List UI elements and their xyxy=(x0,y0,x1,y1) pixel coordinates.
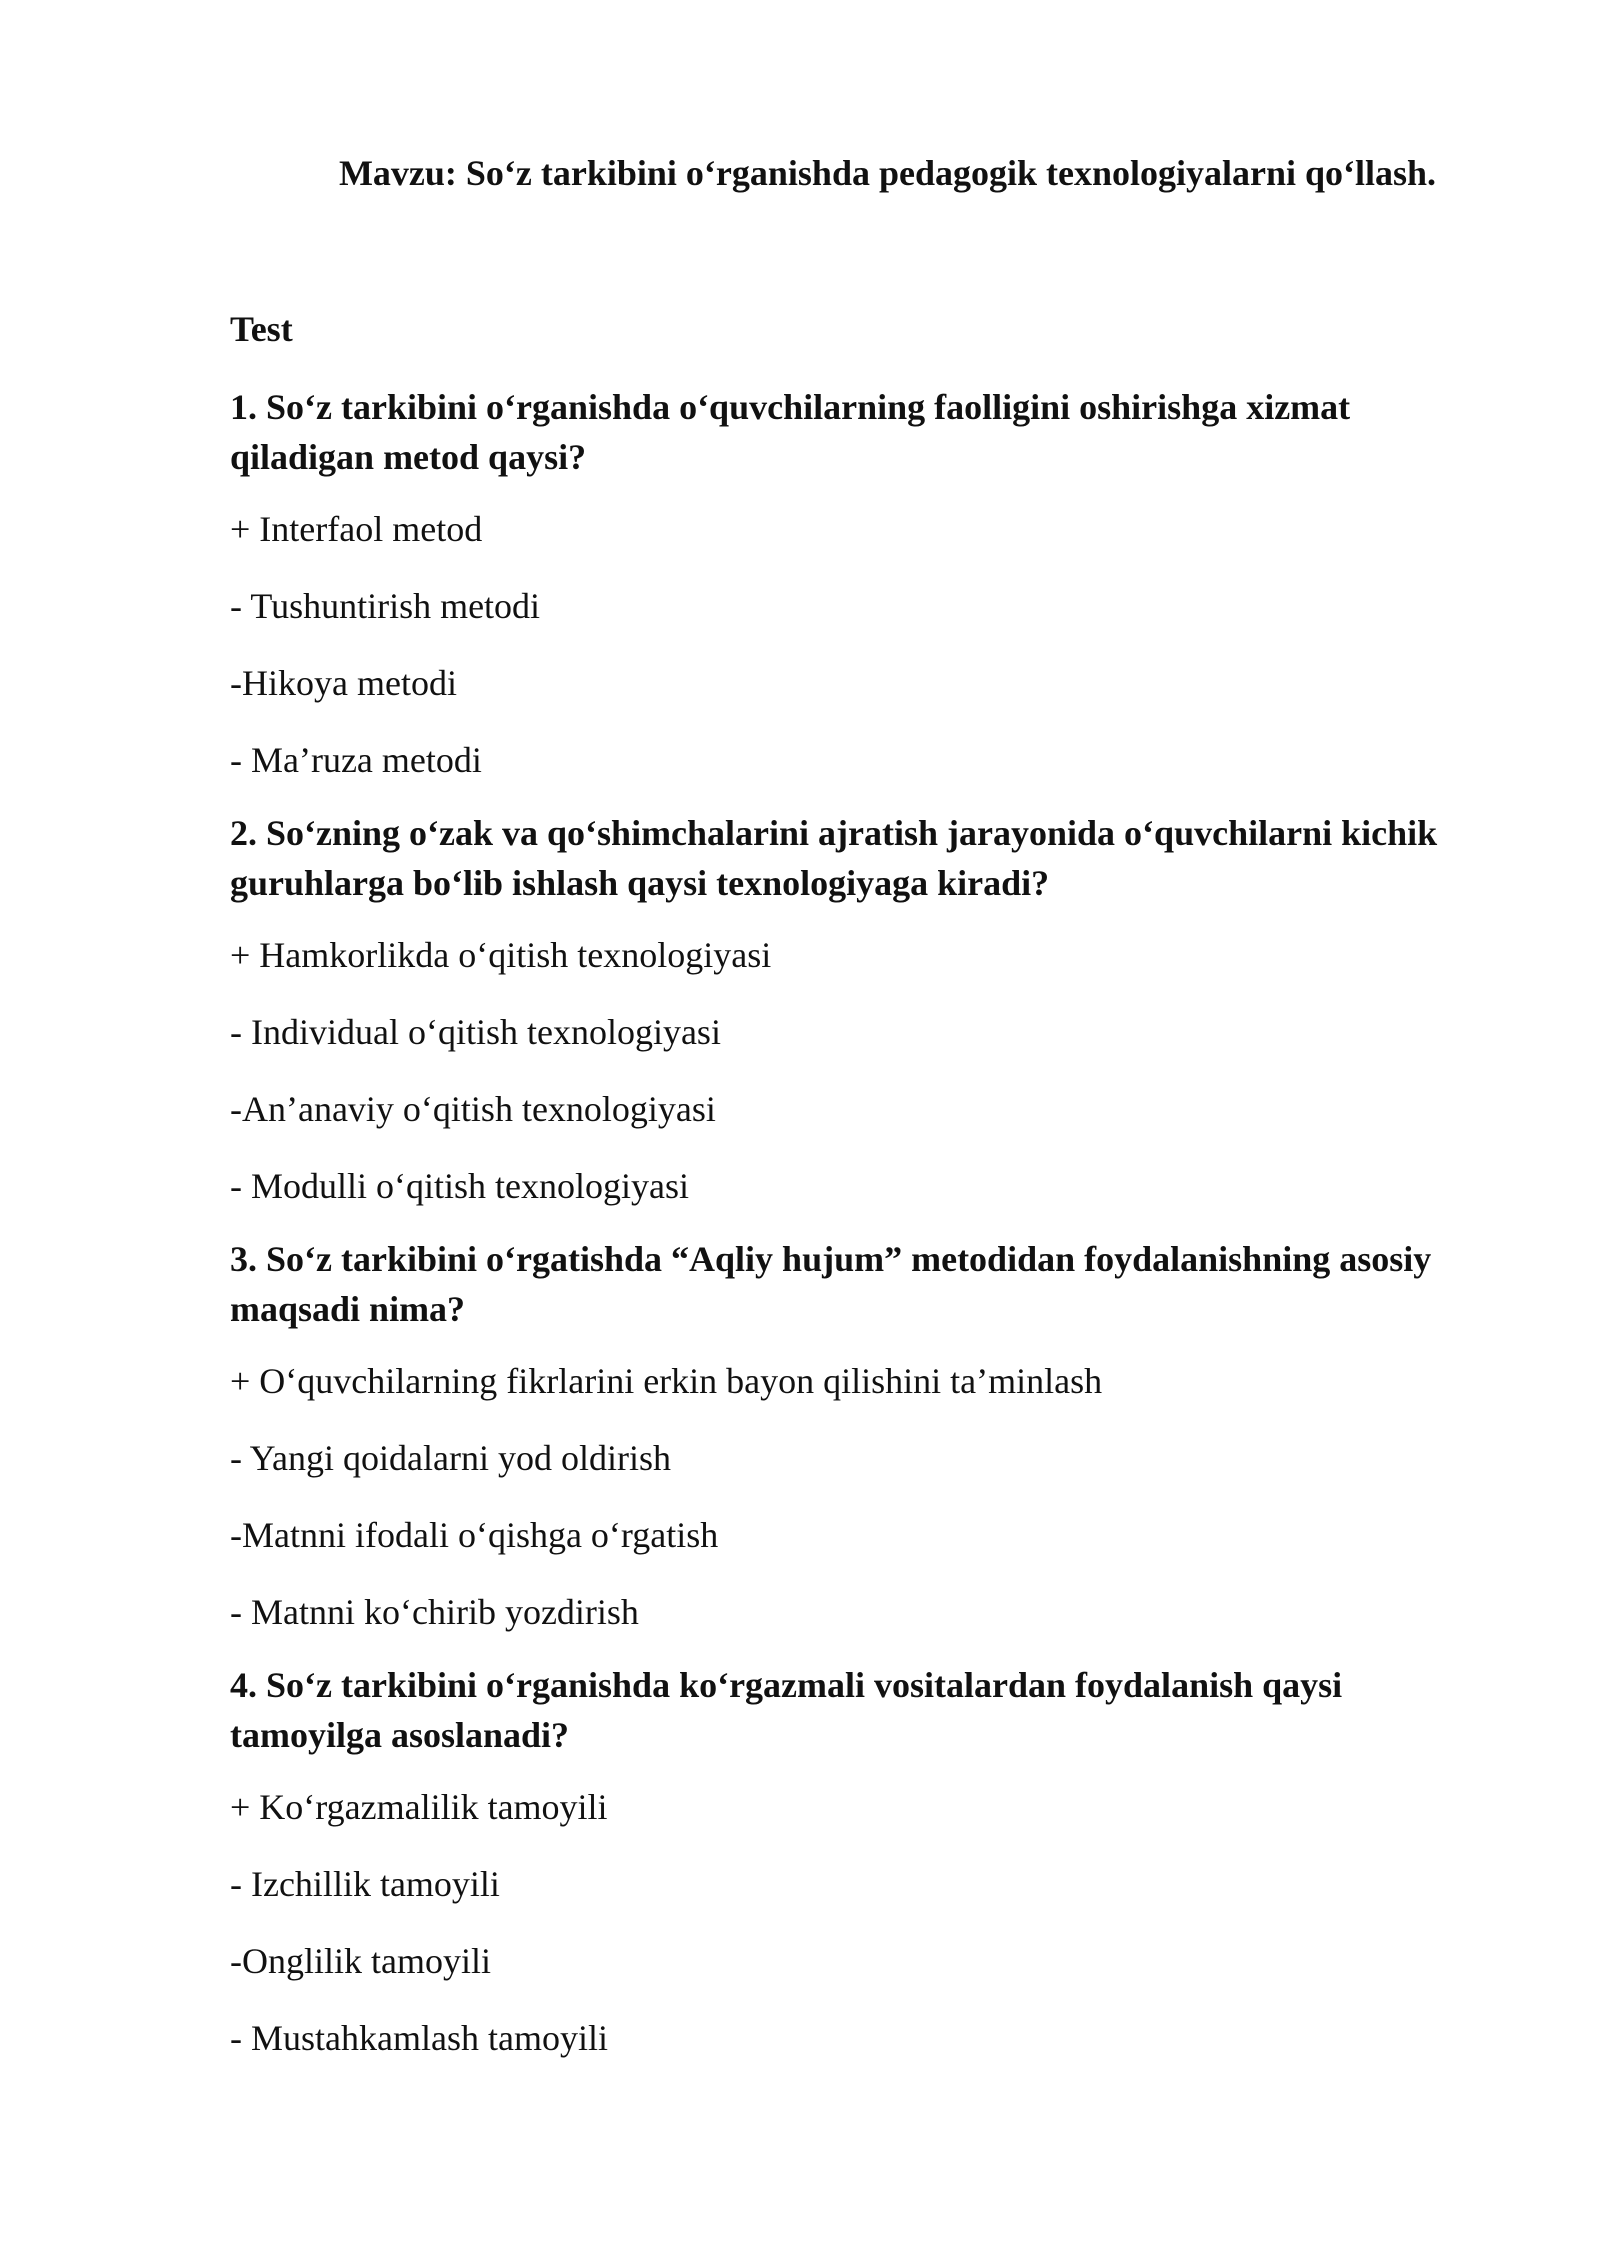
answer-option: + Hamkorlikda o‘qitish texnologiyasi xyxy=(230,935,772,975)
answer-list xyxy=(230,506,1500,783)
answer-option: -Onglilik tamoyili xyxy=(230,1941,491,1981)
answer-option: - Ma’ruza metodi xyxy=(230,740,482,780)
answer-option: - Izchillik tamoyili xyxy=(230,1864,500,1904)
question-block xyxy=(230,1234,1500,1635)
answer-option: - Individual o‘qitish texnologiyasi xyxy=(230,1012,721,1052)
question-block xyxy=(230,382,1500,783)
answer-option: - Modulli o‘qitish texnologiyasi xyxy=(230,1166,689,1206)
question-block xyxy=(230,808,1500,1209)
answer-option: - Mustahkamlash tamoyili xyxy=(230,2018,608,2058)
answer-option: -Hikoya metodi xyxy=(230,663,457,703)
answer-option: + Ko‘rgazmalilik tamoyili xyxy=(230,1787,608,1827)
question-text: 4. So‘z tarkibini o‘rganishda ko‘rgazmali vositalardan foydalanish qaysi tamoyilga asoslanadi? xyxy=(230,1665,1343,1755)
question-block xyxy=(230,1660,1500,2061)
answer-list xyxy=(230,1784,1500,2061)
answer-option: -Matnni ifodali o‘qishga o‘rgatish xyxy=(230,1515,719,1555)
answer-list xyxy=(230,1358,1500,1635)
question-text: 2. So‘zning o‘zak va qo‘shimchalarini ajratish jarayonida o‘quvchilarni kichik guruhlarga bo‘lib ishlash qaysi texnologiyaga kiradi? xyxy=(230,813,1438,903)
answer-option: + Interfaol metod xyxy=(230,509,483,549)
answer-option: -An’anaviy o‘qitish texnologiyasi xyxy=(230,1089,716,1129)
question-text: 3. So‘z tarkibini o‘rgatishda “Aqliy hujum” metodidan foydalanishning asosiy maqsadi nima? xyxy=(230,1239,1432,1329)
answer-option: - Yangi qoidalarni yod oldirish xyxy=(230,1438,671,1478)
answer-option: + O‘quvchilarning fikrlarini erkin bayon qilishini ta’minlash xyxy=(230,1361,1103,1401)
section-label-test: Test xyxy=(230,309,293,349)
document-content xyxy=(230,150,1500,2061)
answer-option: - Tushuntirish metodi xyxy=(230,586,541,626)
answer-list xyxy=(230,932,1500,1209)
question-text: 1. So‘z tarkibini o‘rganishda o‘quvchilarning faolligini oshirishga xizmat qiladigan metod qaysi? xyxy=(230,387,1351,477)
answer-option: - Matnni ko‘chirib yozdirish xyxy=(230,1592,639,1632)
document-title: Mavzu: So‘z tarkibini o‘rganishda pedagogik texnologiyalarni qo‘llash. xyxy=(338,153,1437,193)
